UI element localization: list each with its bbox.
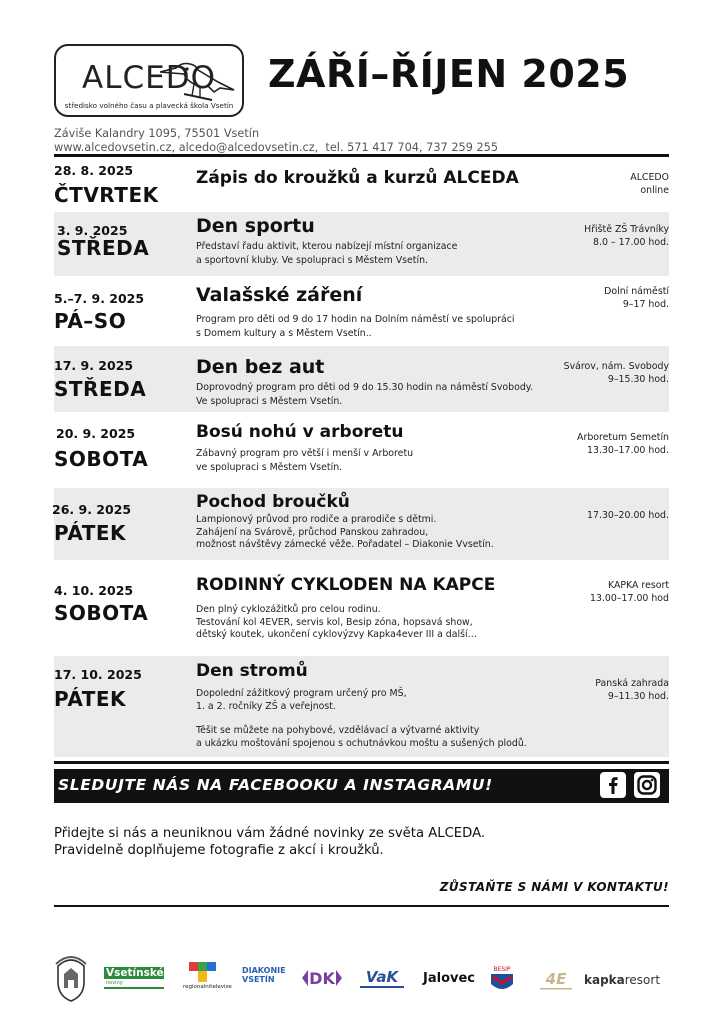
event-date: 26. 9. 2025: [52, 502, 132, 517]
event-title: RODINNÝ CYKLODEN NA KAPCE: [196, 575, 496, 595]
facebook-icon[interactable]: [600, 772, 626, 798]
logo-subtitle: středisko volného času a plavecká škola Vsetín: [64, 101, 234, 110]
fourever-bicycles-logo: [536, 968, 578, 994]
event-place: Svárov, nám. Svobody 9–15.30 hod.: [563, 361, 669, 385]
event-title: Zápis do kroužků a kurzů ALCEDA: [196, 168, 519, 188]
event-date: 28. 8. 2025: [54, 163, 134, 178]
event-description: Zábavný program pro větší i menší v Arboretu ve spolupraci s Městem Vsetín.: [196, 448, 414, 473]
besip-logo: [487, 964, 517, 994]
event-place: 17.30–20.00 hod.: [587, 510, 669, 521]
stay-in-touch: ZŮSTAŇTE S NÁMI V KONTAKTU!: [439, 880, 669, 894]
social-banner: [54, 769, 669, 803]
event-place: KAPKA resort 13.00–17.00 hod: [590, 580, 669, 604]
web-email-link[interactable]: www.alcedovsetin.cz, alcedo@alcedovsetin.cz,: [54, 140, 319, 154]
event-title: Den stromů: [196, 661, 308, 681]
town-crest-logo: [52, 952, 90, 1002]
event-title: Pochod broučků: [196, 492, 350, 512]
vsetinske-noviny-logo: Vsetínské noviny: [104, 967, 164, 989]
event-day: SOBOTA: [54, 447, 149, 471]
event-day: PÁ–SO: [54, 309, 127, 333]
regionalni-televize-logo: regionalnitelevize: [183, 962, 231, 992]
divider: [54, 761, 669, 764]
divider: [54, 905, 669, 907]
event-description: Představí řadu aktivit, kterou nabízejí místní organizace a sportovní kluby. Ve spolupraci s Městem Vsetín.: [196, 241, 458, 266]
event-date: 4. 10. 2025: [54, 583, 134, 598]
event-row: [54, 212, 669, 276]
event-row: [54, 488, 669, 560]
logo: [54, 44, 244, 117]
event-title: Bosú nohú v arboretu: [196, 422, 404, 442]
address: Záviše Kalandry 1095, 75501 Vsetín: [54, 127, 260, 140]
event-title: Den bez aut: [196, 356, 325, 378]
svg-text:VaK: VaK: [365, 968, 399, 986]
event-place: Hřiště ZŠ Trávníky 8.0 – 17.00 hod.: [584, 224, 669, 248]
event-date: 5.–7. 9. 2025: [54, 291, 145, 306]
diakonie-vsetin-logo: DIAKONIE VSETÍN: [242, 966, 286, 984]
event-place: Panská zahrada 9–11.30 hod.: [595, 678, 669, 702]
event-place: ALCEDO online: [630, 172, 669, 196]
event-date: 17. 9. 2025: [54, 358, 134, 373]
svg-text:4E: 4E: [545, 970, 567, 988]
event-row: [54, 562, 669, 654]
event-description: Program pro děti od 9 do 17 hodin na Dolním náměstí ve spolupráci s Domem kultury a s Městem Vsetín..: [196, 314, 515, 339]
event-description: Den plný cyklozážitků pro celou rodinu. Testování kol 4EVER, servis kol, Besip zóna, hopsavá show, dětský koutek, ukončení cyklovýzvy Kapka4ever III a další…: [196, 604, 477, 640]
event-day: STŘEDA: [54, 377, 147, 401]
event-place: Dolní náměstí 9–17 hod.: [604, 286, 669, 310]
event-row: [54, 346, 669, 412]
event-row: [54, 656, 669, 757]
page-title: ZÁŘÍ–ŘÍJEN 2025: [268, 52, 630, 96]
logo-text: ALCEDO: [82, 60, 216, 96]
event-row: [54, 278, 669, 344]
invite-text: Přidejte si nás a neuniknou vám žádné novinky ze světa ALCEDA. Pravidelně doplňujeme fotografie z akcí i kroužků.: [54, 826, 486, 858]
dum-kultury-logo: [300, 966, 344, 990]
divider: [54, 154, 669, 157]
event-title: Valašské záření: [196, 284, 363, 306]
web-email-phone: [54, 141, 498, 155]
svg-text:DK: DK: [309, 969, 335, 988]
phone: tel. 571 417 704, 737 259 255: [325, 140, 499, 154]
event-description: Doprovodný program pro děti od 9 do 15.30 hodin na náměstí Svobody. Ve spolupraci s Městem Vsetín.: [196, 382, 533, 407]
event-day: ČTVRTEK: [54, 183, 159, 207]
instagram-icon[interactable]: [634, 772, 660, 798]
event-description: Dopolední zážitkový program určený pro MŠ, 1. a 2. ročníky ZŠ a veřejnost. Těšit se můžete na pohybové, vzdělávací a výtvarné aktivity a ukázku moštování spojenou s ochutnávkou moštu a sušených plodů.: [196, 688, 527, 749]
event-day: PÁTEK: [54, 521, 127, 545]
social-banner-text: SLEDUJTE NÁS NA FACEBOOKU A INSTAGRAMU!: [58, 776, 493, 794]
event-date: 17. 10. 2025: [54, 667, 142, 682]
kapka-resort-logo: kapkaresort: [584, 973, 661, 987]
event-day: STŘEDA: [57, 236, 150, 260]
svg-text:BESIP: BESIP: [493, 966, 511, 973]
event-date: 3. 9. 2025: [57, 223, 128, 238]
event-row: [54, 159, 669, 210]
event-title: Den sportu: [196, 215, 315, 237]
event-row: [54, 414, 669, 486]
event-place: Arboretum Semetín 13.30–17.00 hod.: [577, 432, 669, 456]
event-day: PÁTEK: [54, 687, 127, 711]
contact-info: [54, 127, 498, 154]
jalovec-logo: Jalovec: [423, 971, 475, 986]
event-description: Lampionový průvod pro rodiče a prarodiče s dětmi. Zahájení na Svárově, průchod Panskou zahradou, možnost návštěvy zámecké věže. Pořadatel – Diakonie Vvsetín.: [196, 514, 494, 550]
event-date: 20. 9. 2025: [56, 426, 136, 441]
event-day: SOBOTA: [54, 601, 149, 625]
vodovody-kanalizace-logo: [356, 966, 408, 992]
